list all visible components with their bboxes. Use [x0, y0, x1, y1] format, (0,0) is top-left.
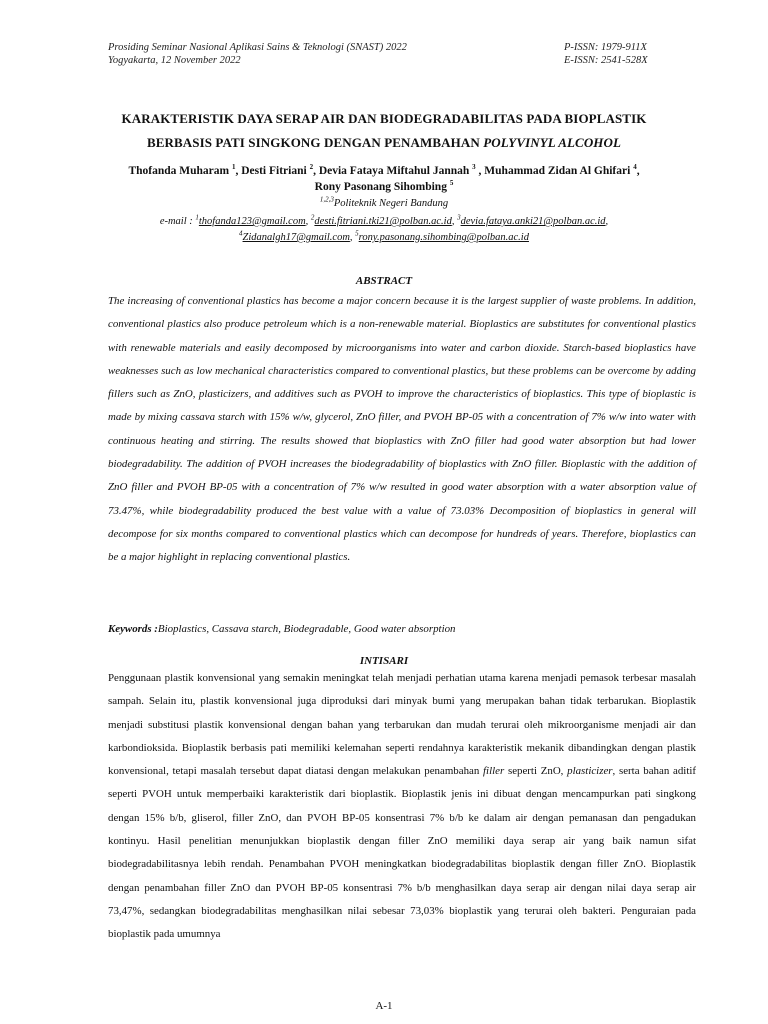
email-2-link[interactable]: desti.fitriani.tki21@polban.ac.id	[314, 216, 452, 227]
email-line-1	[90, 214, 678, 230]
abstract-heading: ABSTRACT	[355, 275, 413, 287]
email-4-link[interactable]: Zidanalgh17@gmail.com	[242, 232, 350, 243]
author-3-sup: 3	[472, 163, 476, 172]
email-3-sup: 3	[457, 213, 461, 222]
intisari-plasticizer-term: plasticizer	[567, 765, 613, 778]
title-line-1: KARAKTERISTIK DAYA SERAP AIR DAN BIODEGRADABILITAS PADA BIOPLASTIK	[121, 111, 647, 126]
title-line-2-main: BERBASIS PATI SINGKONG DENGAN PENAMBAHAN	[146, 135, 480, 150]
author-4: , Muhammad Zidan Al Ghifari	[478, 165, 631, 177]
author-line-2	[90, 179, 678, 195]
email-sep-1: ,	[305, 216, 311, 227]
author-5-sup: 5	[449, 179, 454, 188]
author-4-tail: ,	[636, 165, 640, 177]
intisari-body	[108, 667, 696, 947]
keywords-text: Bioplastics, Cassava starch, Biodegradable, Good water absorption	[157, 623, 456, 635]
email-1-sup: 1	[195, 213, 199, 222]
keywords	[108, 621, 696, 637]
affiliation	[90, 197, 678, 211]
author-line-1	[90, 163, 678, 179]
conference-name: Prosiding Seminar Nasional Aplikasi Sains & Teknologi (SNAST) 2022	[108, 42, 407, 53]
email-sep-4: ,	[349, 232, 356, 243]
affiliation-text: Politeknik Negeri Bandung	[333, 198, 449, 209]
intisari-part-2: seperti ZnO,	[504, 765, 568, 778]
email-5-link[interactable]: rony.pasonang.sihombing@polban.ac.id	[358, 232, 529, 243]
author-1: Thofanda Muharam	[128, 165, 230, 177]
email-list	[90, 214, 678, 246]
title-line-2-italic: POLYVINYL ALCOHOL	[483, 135, 622, 150]
email-4-sup: 4	[239, 229, 243, 238]
email-sep-3: ,	[605, 216, 609, 227]
abstract-body: The increasing of conventional plastics has become a major concern because it is the largest supplier of waste problems. In addition, conventional plastics also produce petroleum which is a non-renewable material. Bioplastics are substitutes for conventional plastics with renewable materials and easily decomposed by microorganisms into water and carbon dioxide. Starch-based bioplastics have weaknesses such as low mechanical characteristics compared to conventional plastics, but these problems can be overcome by adding fillers such as ZnO, plasticizers, and additives such as PVOH to improve the characteristics of bioplastics. This type of bioplastic is made by mixing cassava starch with 15% w/w, glycerol, ZnO filler, and PVOH BP-05 with a concentration of 7% w/w into water with continuous heating and stirring. The results showed that bioplastics with ZnO filler had good water absorption but had lower biodegradability. The addition of PVOH increases the biodegradability of bioplastics with ZnO filler. Bioplastic with the addition of ZnO filler and PVOH BP-05 with a concentration of 7% w/w resulted in good water absorption with a water absorption value of 73.47%, while biodegradability produced the best value with a value of 73.03% Decomposition of bioplastics in general will decompose for six months compared to conventional plastics which can decompose for hundreds of years. Therefore, bioplastics can be a major highlight in replacing conventional plastics.	[108, 295, 696, 564]
author-2: , Desti Fitriani	[235, 165, 307, 177]
author-3: , Devia Fataya Miftahul Jannah	[313, 165, 470, 177]
author-4-sup: 4	[633, 163, 637, 172]
author-5: Rony Pasonang Sihombing	[314, 181, 447, 193]
author-1-sup: 1	[231, 163, 236, 172]
email-line-2	[90, 230, 678, 246]
email-prefix: e-mail :	[159, 216, 196, 227]
paper-title	[90, 107, 678, 155]
affiliation-sup: 1,2,3	[319, 195, 334, 204]
p-issn: P-ISSN: 1979-911X	[564, 42, 647, 53]
email-2-sup: 2	[310, 213, 315, 222]
intisari-part-1: Penggunaan plastik konvensional yang semakin meningkat telah menjadi perhatian utama karena menjadi pemasok terbesar masalah sampah. Selain itu, plastik konvensional juga diproduksi dari minyak bumi yang merupakan bahan tidak terbarukan. Bioplastik menjadi substitusi plastik konvensional dengan bahan yang terbarukan dan mudah terurai oleh mikroorganisme menjadi air dan karbondioksida. Bioplastik berbasis pati memiliki kelemahan seperti rendahnya karakteristik mekanik dibandingkan dengan plastik konvensional, tetapi masalah tersebut dapat diatasi dengan melakukan penambahan	[108, 672, 696, 778]
title-line-2	[90, 131, 678, 155]
email-3-link[interactable]: devia.fataya.anki21@polban.ac.id	[460, 216, 606, 227]
conference-place-date: Yogyakarta, 12 November 2022	[108, 55, 241, 66]
intisari-part-3: , serta bahan aditif seperti PVOH untuk memperbaiki karakteristik dari bioplastik. Bioplastik jenis ini dibuat dengan mencampurkan pati singkong dengan 15% b/b, gliserol, filler ZnO, dan PVOH BP-05 konsentrasi 7% b/b ke dalam air dengan pemanasan dan pengadukan kontinyu. Hasil penelitian menunjukkan bioplastik dengan filler ZnO memiliki daya serap air yang baik namun sifat biodegradabilitasnya lebih rendah. Penambahan PVOH meningkatkan biodegradabilitas bioplastik dengan filler ZnO. Bioplastik dengan penambahan filler ZnO dan PVOH BP-05 konsentrasi 7% b/b menghasilkan daya serap air dengan nilai daya serap air 73,47%, sedangkan biodegradabilitas menghasilkan nilai sebesar 73,03% bioplastik yang terurai oleh bakteri. Penguraian pada bioplastik pada umumnya	[108, 765, 697, 941]
intisari-heading: INTISARI	[359, 655, 409, 667]
e-issn: E-ISSN: 2541-528X	[564, 55, 648, 66]
page-number: A-1	[375, 1000, 393, 1012]
email-sep-2: ,	[451, 216, 458, 227]
intisari-filler-term: filler	[483, 765, 505, 778]
author-2-sup: 2	[309, 163, 314, 172]
keywords-label: Keywords :	[108, 623, 158, 635]
email-1-link[interactable]: thofanda123@gmail.com	[198, 216, 306, 227]
author-list	[90, 163, 678, 195]
email-5-sup: 5	[355, 229, 359, 238]
